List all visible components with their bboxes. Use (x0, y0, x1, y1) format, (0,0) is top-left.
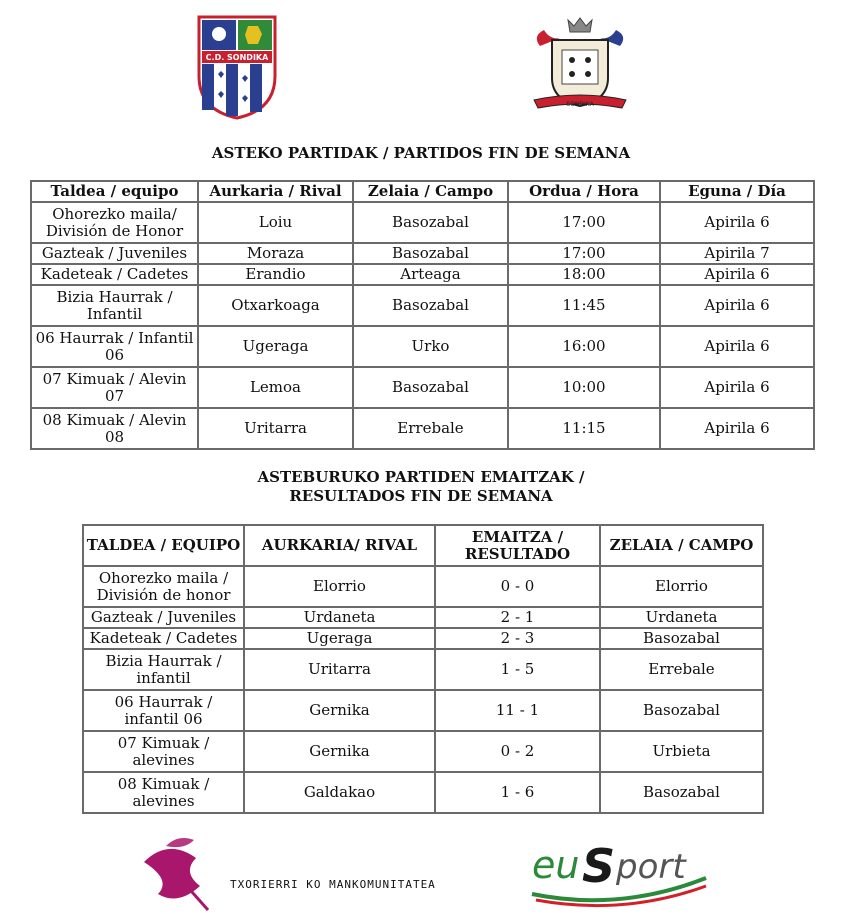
team-cell: 07 Kimuak / Alevin 07 (31, 367, 198, 408)
team-cell: 06 Haurrak / infantil 06 (83, 690, 244, 731)
table-row (83, 566, 763, 607)
table-row (31, 326, 814, 367)
rival-cell: Loiu (198, 202, 353, 243)
team-cell: 08 Kimuak / Alevin 08 (31, 408, 198, 449)
table-row (83, 690, 763, 731)
result-cell: 1 - 5 (435, 649, 600, 690)
team-cell: Gazteak / Juveniles (31, 243, 198, 264)
rival-cell: Elorrio (244, 566, 435, 607)
result-cell: 0 - 2 (435, 731, 600, 772)
header-rival: AURKARIA/ RIVAL (244, 525, 435, 566)
team-cell: Kadeteak / Cadetes (83, 628, 244, 649)
rival-cell: Urdaneta (244, 607, 435, 628)
svg-text:port: port (616, 847, 686, 887)
field-cell: Errebale (600, 649, 763, 690)
rival-cell: Otxarkoaga (198, 285, 353, 326)
eusport-logo (520, 832, 720, 912)
svg-text:C.D. SONDIKA: C.D. SONDIKA (205, 53, 269, 62)
time-cell: 11:15 (508, 408, 660, 449)
header-time: Ordua / Hora (508, 181, 660, 202)
day-cell: Apirila 6 (660, 285, 814, 326)
team-cell: 06 Haurrak / Infantil 06 (31, 326, 198, 367)
rival-cell: Galdakao (244, 772, 435, 813)
section-title-upcoming: ASTEKO PARTIDAK / PARTIDOS FIN DE SEMANA (211, 144, 631, 162)
table-row (31, 367, 814, 408)
header-team: TALDEA / EQUIPO (83, 525, 244, 566)
svg-text:S: S (582, 839, 616, 893)
result-cell: 11 - 1 (435, 690, 600, 731)
field-cell: Urko (353, 326, 508, 367)
rival-cell: Uritarra (198, 408, 353, 449)
table-row (31, 202, 814, 243)
team-cell: Ohorezko maila / División de honor (83, 566, 244, 607)
header-field: ZELAIA / CAMPO (600, 525, 763, 566)
table-row (31, 285, 814, 326)
field-cell: Basozabal (600, 628, 763, 649)
table-row (31, 408, 814, 449)
table-header-row (83, 525, 763, 566)
rival-cell: Moraza (198, 243, 353, 264)
table-row (31, 243, 814, 264)
result-cell: 0 - 0 (435, 566, 600, 607)
time-cell: 18:00 (508, 264, 660, 285)
result-cell: 1 - 6 (435, 772, 600, 813)
field-cell: Basozabal (353, 285, 508, 326)
rival-cell: Gernika (244, 690, 435, 731)
mancomunidad-logo (138, 832, 478, 912)
time-cell: 10:00 (508, 367, 660, 408)
svg-text:TXORIERRI KO MANKOMUNITATEA: TXORIERRI KO MANKOMUNITATEA (230, 878, 436, 891)
day-cell: Apirila 6 (660, 408, 814, 449)
field-cell: Errebale (353, 408, 508, 449)
field-cell: Basozabal (353, 367, 508, 408)
time-cell: 17:00 (508, 243, 660, 264)
svg-text:SONDIKA: SONDIKA (566, 101, 594, 108)
team-cell: 08 Kimuak / alevines (83, 772, 244, 813)
team-cell: Gazteak / Juveniles (83, 607, 244, 628)
svg-text:eu: eu (532, 843, 580, 887)
time-cell: 17:00 (508, 202, 660, 243)
result-cell: 2 - 3 (435, 628, 600, 649)
header-team: Taldea / equipo (31, 181, 198, 202)
upcoming-matches-table (30, 180, 815, 450)
rival-cell: Ugeraga (244, 628, 435, 649)
field-cell: Elorrio (600, 566, 763, 607)
team-cell: 07 Kimuak / alevines (83, 731, 244, 772)
rival-cell: Lemoa (198, 367, 353, 408)
table-row (83, 628, 763, 649)
table-row (83, 607, 763, 628)
rival-cell: Erandio (198, 264, 353, 285)
day-cell: Apirila 6 (660, 326, 814, 367)
team-cell: Bizia Haurrak / Infantil (31, 285, 198, 326)
field-cell: Basozabal (353, 243, 508, 264)
team-cell: Kadeteak / Cadetes (31, 264, 198, 285)
time-cell: 11:45 (508, 285, 660, 326)
table-row (83, 772, 763, 813)
club-crest-logo (196, 14, 278, 120)
header-day: Eguna / Día (660, 181, 814, 202)
header-rival: Aurkaria / Rival (198, 181, 353, 202)
rival-cell: Uritarra (244, 649, 435, 690)
day-cell: Apirila 6 (660, 264, 814, 285)
field-cell: Arteaga (353, 264, 508, 285)
coat-of-arms-logo (530, 16, 630, 114)
rival-cell: Gernika (244, 731, 435, 772)
header-result: EMAITZA / RESULTADO (435, 525, 600, 566)
time-cell: 16:00 (508, 326, 660, 367)
day-cell: Apirila 7 (660, 243, 814, 264)
header-field: Zelaia / Campo (353, 181, 508, 202)
section-title-results-line1: ASTEBURUKO PARTIDEN EMAITZAK / (257, 468, 585, 486)
rival-cell: Ugeraga (198, 326, 353, 367)
team-cell: Bizia Haurrak / infantil (83, 649, 244, 690)
field-cell: Basozabal (353, 202, 508, 243)
field-cell: Urdaneta (600, 607, 763, 628)
field-cell: Basozabal (600, 690, 763, 731)
team-cell: Ohorezko maila/ División de Honor (31, 202, 198, 243)
field-cell: Basozabal (600, 772, 763, 813)
results-table (82, 524, 764, 814)
day-cell: Apirila 6 (660, 367, 814, 408)
table-row (83, 649, 763, 690)
table-header-row (31, 181, 814, 202)
field-cell: Urbieta (600, 731, 763, 772)
table-row (83, 731, 763, 772)
result-cell: 2 - 1 (435, 607, 600, 628)
section-title-results-line2: RESULTADOS FIN DE SEMANA (289, 487, 553, 505)
table-row (31, 264, 814, 285)
day-cell: Apirila 6 (660, 202, 814, 243)
